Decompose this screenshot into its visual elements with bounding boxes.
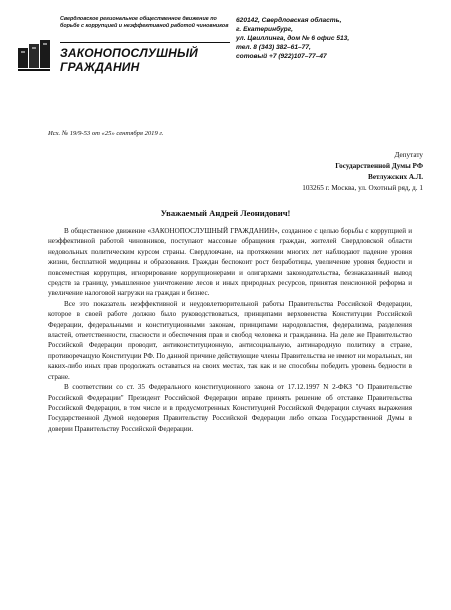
mobile-line: сотовый +7 (922)107–77–47 [236, 53, 327, 60]
organization-address [236, 16, 436, 61]
address-line: 620142, Свердловская область, [236, 17, 342, 24]
organization-name-line2: ГРАЖДАНИН [60, 60, 140, 74]
outgoing-number: Исх. № 19/9-53 от «25» сентября 2019 г. [48, 130, 164, 137]
recipient-block [183, 150, 423, 194]
letterhead-rule [60, 42, 230, 43]
address-line: г. Екатеринбург, [236, 26, 293, 33]
address-line: ул. Цвиллинга, дом № 6 офис 513, [236, 35, 350, 42]
body-paragraph: В общественное движение «ЗАКОНОПОСЛУШНЫЙ ГРАЖДАНИН», созданное с целью борьбы с коррупцией и неэффективной работой чиновников, поступают массовые обращения граждан, жителей Свердловской области недовольных политическим курсом страны. Свердловчане, на протяжении многих лет наблюдают падение уровня жизни, бесплатной медицины и образования. Граждан беспокоит рост безработицы, увеличение уровня бедности и повсеместная коррупция, игнорирование коррупционерами и олигархами законодательства, безнаказанный вывод средств за границу, умышленное уничтожение лесов и иных природных ресурсов, принятая пенсионной реформа и увеличение налоговой нагрузки на граждан и бизнес. [48, 227, 412, 298]
organization-tagline: Свердловское региональное общественное движение по борьбе с коррупцией и неэффективной работой чиновников [60, 16, 229, 29]
body-paragraph: В соответствии со ст. 35 Федерального конституционного закона от 17.12.1997 N 2-ФКЗ "О Правительстве Российской Федерации" Президент Российской Федерации вправе принять решение об отставке Правительства Российской Федерации, в том числе и в предусмотренных Конституцией Российской Федерации случаях выражения Государственной Думой недоверия Правительству Российской Федерации либо отказа Государственной Думы в доверии Правительству Российской Федерации. [48, 383, 412, 433]
recipient-address: 103265 г. Москва, ул. Охотный ряд, д. 1 [302, 184, 423, 192]
organization-name-line1: ЗАКОНОПОСЛУШНЫЙ [60, 46, 198, 60]
recipient-title: Депутату [394, 151, 423, 159]
letter-body [48, 226, 412, 434]
phone-line: тел. 8 (343) 382–61–77, [236, 44, 311, 51]
organization-logo-icon [16, 38, 52, 74]
recipient-name: Ветлужских А.Л. [368, 173, 423, 181]
recipient-organization: Государственной Думы РФ [335, 162, 423, 170]
letterhead [16, 16, 436, 108]
salutation: Уважаемый Андрей Леонидович! [160, 208, 291, 218]
organization-name [60, 46, 198, 74]
body-paragraph: Все это показатель неэффективной и неудовлетворительной работы Правительства Российской Федерации, которое в своей работе должно было руководствоваться, принципами верховенства Конституции Российской Федерации, федеральными и конституционными законам, принципами народовластия, федерализма, разделения властей, ответственности, гласности и обеспечения прав и свобод человека и гражданина. На деле же Правительство Российской Федерации проводит, антиконституционную, антисоциальную, антинародную политику в стране, противоречащую Конституции РФ. По данной причине действующие члены Правительства не имеют ни моральных, ни каких-либо иных прав продолжать оставаться на своих местах, так как и не способны победить уровень бедности в стране. [48, 299, 412, 381]
